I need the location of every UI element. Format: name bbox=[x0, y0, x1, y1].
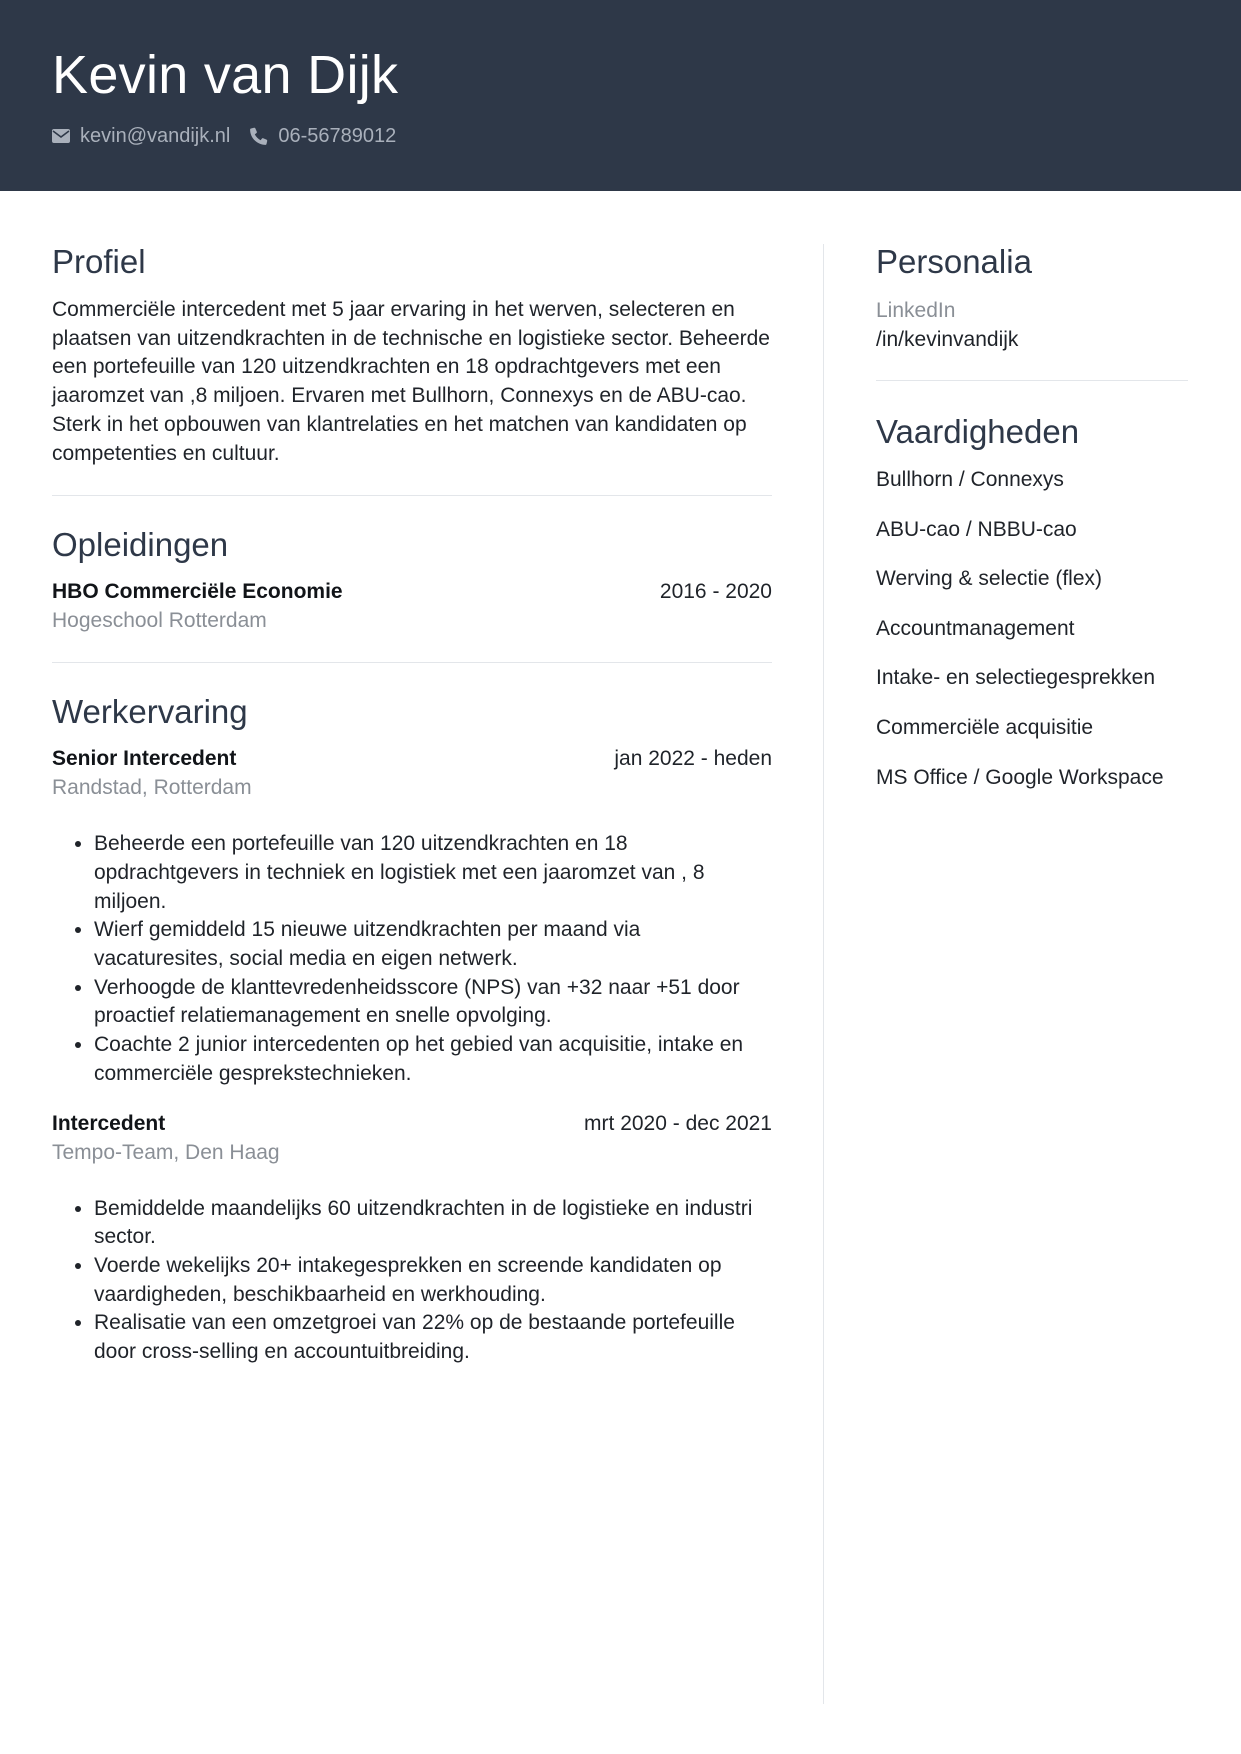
degree-title: HBO Commerciële Economie bbox=[52, 580, 343, 604]
divider bbox=[876, 380, 1188, 381]
skill-item: Werving & selectie (flex) bbox=[876, 567, 1103, 591]
achievement-item: • Coachte 2 junior intercedenten op het gebied van acquisitie, intake en commerciële gesprekstechnieken. bbox=[94, 1031, 772, 1088]
phone-contact[interactable] bbox=[250, 124, 396, 148]
linkedin-field bbox=[876, 296, 1188, 354]
divider bbox=[52, 495, 772, 496]
contact-info bbox=[52, 124, 416, 148]
skill-item: Intake- en selectiegesprekken bbox=[876, 666, 1155, 690]
job-achievements bbox=[52, 830, 772, 1088]
linkedin-link[interactable]: /in/kevinvandijk bbox=[876, 328, 1019, 351]
skill-item: Commerciële acquisitie bbox=[876, 715, 1094, 739]
linkedin-label: LinkedIn bbox=[876, 299, 956, 322]
skills-section bbox=[876, 410, 1188, 792]
sidebar-column bbox=[876, 240, 1188, 812]
resume-header bbox=[0, 0, 1241, 191]
skill-item: ABU-cao / NBBU-cao bbox=[876, 517, 1077, 541]
education-section bbox=[52, 523, 772, 635]
job-entry bbox=[52, 1109, 772, 1367]
section-title-opleidingen: Opleidingen bbox=[52, 526, 229, 564]
profile-section bbox=[52, 240, 772, 468]
education-entry-header bbox=[52, 577, 772, 606]
section-title-profiel: Profiel bbox=[52, 243, 146, 280]
school-name: Hogeschool Rotterdam bbox=[52, 609, 267, 633]
skill-item: Bullhorn / Connexys bbox=[876, 468, 1064, 491]
achievement-item: • Realisatie van een omzetgroei van 22% op de bestaande portefeuille door cross-selling en accountuitbreiding. bbox=[94, 1309, 772, 1366]
education-entry bbox=[52, 577, 772, 635]
job-achievements bbox=[52, 1195, 772, 1367]
section-title-werkervaring: Werkervaring bbox=[52, 693, 248, 731]
email-text: kevin@vandijk.nl bbox=[80, 125, 231, 147]
job-dates: jan 2022 - heden bbox=[614, 747, 772, 771]
achievement-item: • Beheerde een portefeuille van 120 uitzendkrachten en 18 opdrachtgevers in techniek en logistiek met een jaaromzet van , 8 miljoen. bbox=[94, 830, 772, 916]
divider bbox=[52, 662, 772, 663]
job-role: Intercedent bbox=[52, 1111, 166, 1135]
section-title-vaardigheden: Vaardigheden bbox=[876, 413, 1080, 450]
main-column bbox=[52, 240, 772, 1367]
skill-item: Accountmanagement bbox=[876, 616, 1075, 640]
column-divider bbox=[823, 244, 824, 1704]
profile-text: Commerciële intercedent met 5 jaar ervaring in het werven, selecteren en plaatsen van uitzendkrachten in de technische en logistieke sector. Beheerde een portefeuille van 120 uitzendkrachten en 18 opdrachtgevers met een jaaromzet van ,8 miljoen. Ervaren met Bullhorn, Connexys en de ABU-cao. Sterk in het opbouwen van klantrelaties en het matchen van kandidaten op competenties en cultuur. bbox=[52, 298, 770, 465]
phone-icon bbox=[250, 127, 268, 145]
job-entry-header bbox=[52, 1109, 772, 1138]
phone-text: 06-56789012 bbox=[278, 125, 397, 147]
job-entry bbox=[52, 744, 772, 1088]
achievement-item: • Verhoogde de klanttevredenheidsscore (NPS) van +32 naar +51 door proactief relatiemanagement en snelle opvolging. bbox=[94, 974, 772, 1031]
job-company: Tempo-Team, Den Haag bbox=[52, 1140, 280, 1164]
skills-list bbox=[876, 465, 1188, 792]
job-entry-header bbox=[52, 744, 772, 773]
experience-section bbox=[52, 690, 772, 1367]
job-company: Randstad, Rotterdam bbox=[52, 776, 252, 800]
section-title-personalia: Personalia bbox=[876, 243, 1032, 280]
candidate-name: Kevin van Dijk bbox=[52, 45, 399, 105]
envelope-icon bbox=[52, 129, 70, 143]
personal-section bbox=[876, 240, 1188, 354]
job-role: Senior Intercedent bbox=[52, 747, 237, 771]
achievement-item: • Bemiddelde maandelijks 60 uitzendkrachten in de logistieke en industri sector. bbox=[94, 1195, 772, 1252]
education-dates: 2016 - 2020 bbox=[659, 580, 772, 604]
job-dates: mrt 2020 - dec 2021 bbox=[584, 1111, 772, 1135]
achievement-item: • Wierf gemiddeld 15 nieuwe uitzendkrachten per maand via vacaturesites, social media en eigen netwerk. bbox=[94, 916, 772, 973]
email-contact[interactable] bbox=[52, 124, 230, 148]
skill-item: MS Office / Google Workspace bbox=[876, 765, 1164, 789]
achievement-item: • Voerde wekelijks 20+ intakegesprekken en screende kandidaten op vaardigheden, beschikbaarheid en werkhouding. bbox=[94, 1252, 772, 1309]
